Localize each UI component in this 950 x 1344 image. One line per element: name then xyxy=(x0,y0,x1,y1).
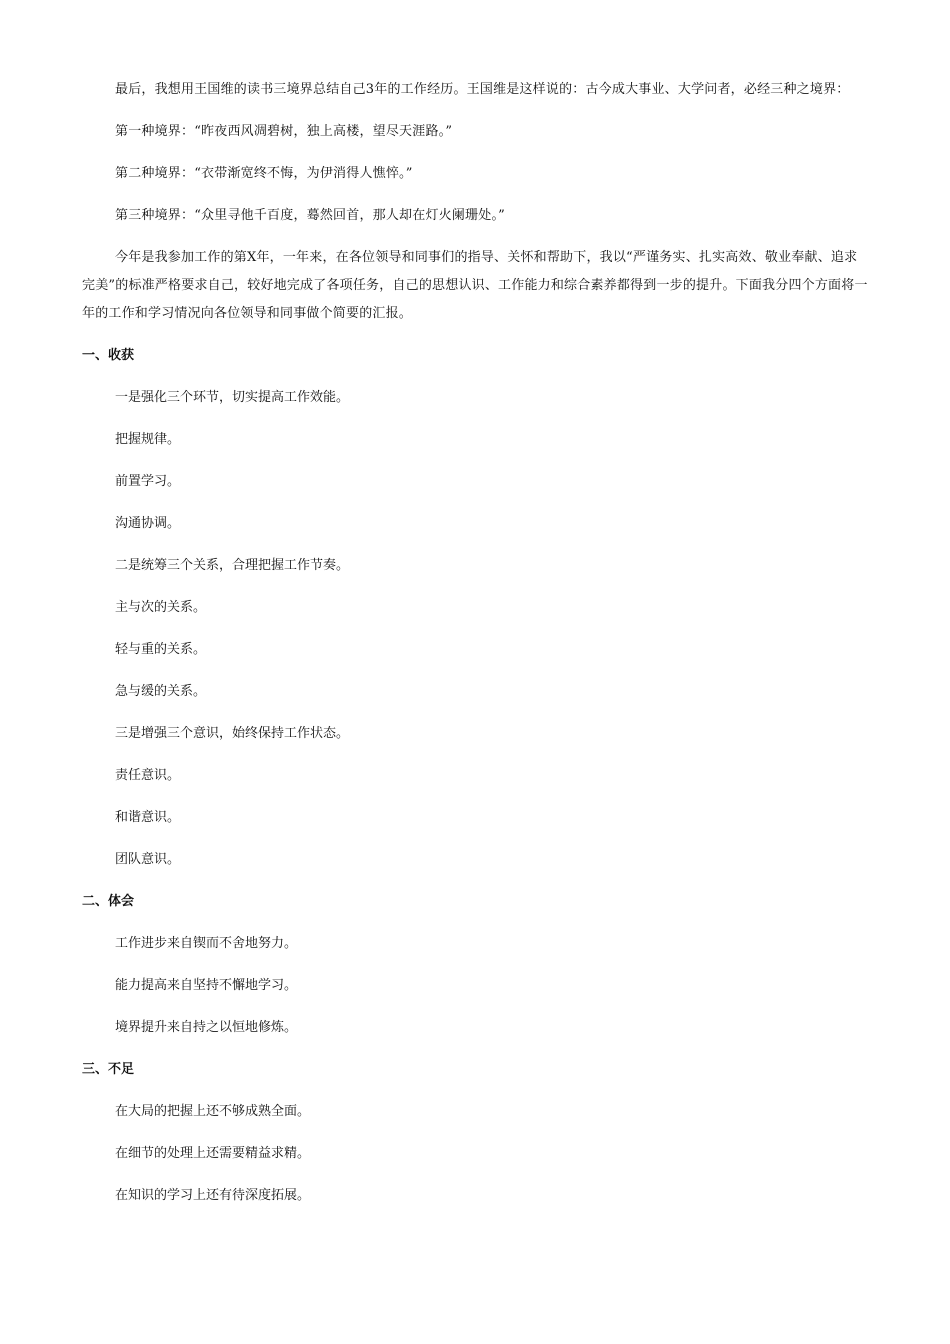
list-item: 境界提升来自持之以恒地修炼。 xyxy=(115,1020,298,1035)
list-item: 轻与重的关系。 xyxy=(115,642,207,657)
list-item: 在大局的把握上还不够成熟全面。 xyxy=(115,1104,311,1119)
list-item: 和谐意识。 xyxy=(115,810,181,825)
section-heading-gains: 一、收获 xyxy=(82,348,135,363)
list-item: 沟通协调。 xyxy=(115,516,181,531)
section-heading-shortcomings: 三、不足 xyxy=(82,1062,135,1077)
list-item: 工作进步来自锲而不舍地努力。 xyxy=(115,936,298,951)
list-item: 在知识的学习上还有待深度拓展。 xyxy=(115,1188,311,1203)
document-page xyxy=(82,76,870,1224)
list-item: 主与次的关系。 xyxy=(115,600,207,615)
realm-two: 第二种境界：“衣带渐宽终不悔，为伊消得人憔悴。” xyxy=(115,166,413,181)
list-item: 前置学习。 xyxy=(115,474,181,489)
list-item: 把握规律。 xyxy=(115,432,181,447)
intro-paragraph: 最后，我想用王国维的读书三境界总结自己3年的工作经历。王国维是这样说的：古今成大事业、大学问者，必经三种之境界： xyxy=(115,82,850,97)
list-item: 责任意识。 xyxy=(115,768,181,783)
summary-paragraph: 今年是我参加工作的第X年，一年来，在各位领导和同事们的指导、关怀和帮助下，我以“严谨务实、扎实高效、敬业奉献、追求完美”的标准严格要求自己，较好地完成了各项任务，自己的思想认识、工作能力和综合素养都得到一步的提升。下面我分四个方面将一年的工作和学习情况向各位领导和同事做个简要的汇报。 xyxy=(82,250,868,321)
list-item: 急与缓的关系。 xyxy=(115,684,207,699)
list-item: 二是统筹三个关系，合理把握工作节奏。 xyxy=(115,558,350,573)
list-item: 团队意识。 xyxy=(115,852,181,867)
list-item: 三是增强三个意识，始终保持工作状态。 xyxy=(115,726,350,741)
list-item: 一是强化三个环节，切实提高工作效能。 xyxy=(115,390,350,405)
list-item: 能力提高来自坚持不懈地学习。 xyxy=(115,978,298,993)
section-heading-reflections: 二、体会 xyxy=(82,894,135,909)
realm-one: 第一种境界：“昨夜西风凋碧树，独上高楼，望尽天涯路。” xyxy=(115,124,453,139)
realm-three: 第三种境界：“众里寻他千百度，蓦然回首，那人却在灯火阑珊处。” xyxy=(115,208,505,223)
list-item: 在细节的处理上还需要精益求精。 xyxy=(115,1146,311,1161)
